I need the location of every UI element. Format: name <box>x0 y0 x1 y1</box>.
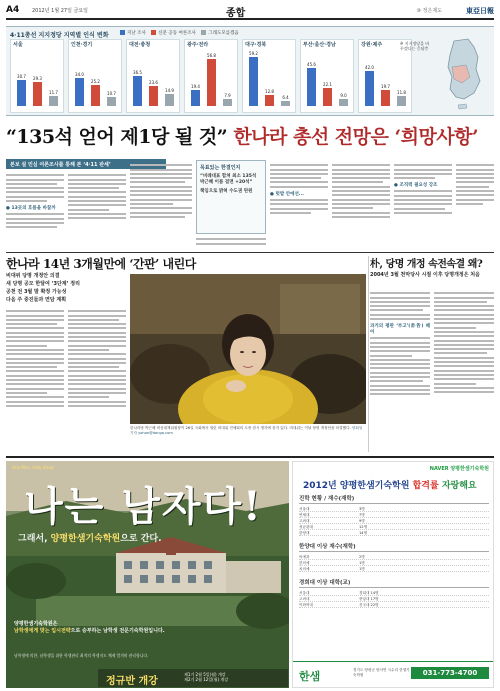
korea-map-icon <box>434 37 490 113</box>
bar-value: 9.0 <box>340 92 347 98</box>
result-count: 1명 <box>359 561 365 565</box>
results-block <box>299 578 489 608</box>
legend-label: 지난 조사 <box>127 31 146 36</box>
deck-line: 공천 전 3월 말 확정 가능성 <box>6 289 67 295</box>
body-column-6 <box>332 162 390 250</box>
legend-swatch <box>151 30 156 35</box>
tagline-school: 양평한샘기숙학원 <box>50 534 121 544</box>
column-divider <box>368 256 369 452</box>
hansaem-logo: 한샘 <box>299 670 321 683</box>
bar <box>381 90 390 106</box>
body-subhead: ● 조직력 필요성 강조 <box>394 183 438 189</box>
section-title: 종합 <box>226 8 246 19</box>
ad-phone[interactable]: 031-773-4700 <box>411 667 489 679</box>
result-count: 경희대 14명 <box>359 591 379 595</box>
bar <box>133 76 142 106</box>
result-school: 한의예 <box>299 561 310 565</box>
results-block <box>299 542 489 572</box>
result-school: 연세대 <box>299 513 310 517</box>
result-count: 2명 <box>359 555 365 559</box>
main-headline <box>6 122 494 152</box>
masthead <box>6 4 494 20</box>
bar <box>249 57 258 106</box>
results-head: 한양대 이상 재수(재학) <box>299 542 489 552</box>
body-column-4 <box>196 236 266 252</box>
ad-left-panel <box>6 461 289 688</box>
story2-column-1 <box>6 308 64 452</box>
section-subhead: 본보 설 민심 여론조사를 통해 본 ‘4·11 판세’ <box>6 159 166 169</box>
ad-right-title <box>303 478 477 491</box>
masthead-extra: ⑩ 정은제도 <box>416 8 442 14</box>
ad-small-print: 남학생에 의한, 남학생을 위한 학생관리 최적의 학생지도 체제 엄격히 관리합니다. <box>14 653 149 658</box>
ad-footer <box>293 661 493 687</box>
result-count: 12명 <box>359 525 368 529</box>
bar-value: 42.0 <box>365 65 374 70</box>
bar-value: 19.7 <box>381 83 390 89</box>
bar-value: 19.4 <box>191 83 200 89</box>
bar-value: 29.3 <box>33 75 42 81</box>
bar <box>149 86 158 106</box>
body-column-2 <box>68 172 126 250</box>
tagline-prefix: 그래서, <box>18 534 48 544</box>
result-school: 성균관대 <box>299 525 313 529</box>
bar-value: 59.2 <box>249 50 258 56</box>
bar-value: 10.7 <box>107 91 116 97</box>
region-panel <box>242 39 296 113</box>
story3-deck: 2004년 3월 천막당사 시절 이후 당명개정은 처음 <box>370 272 480 278</box>
result-count: 건국대 22명 <box>359 603 379 607</box>
news-photo <box>130 274 366 424</box>
photo-caption <box>130 426 366 436</box>
legend-label: 그래도모를겠음 <box>208 31 239 36</box>
bar <box>33 82 42 106</box>
bar-value: 56.8 <box>207 52 216 58</box>
bar-value: 34.0 <box>75 71 84 77</box>
bar <box>281 101 290 106</box>
badge-dates <box>184 672 228 682</box>
ad-line-highlight: 남학생에게 맞는 입시전략 <box>14 628 71 634</box>
results-head: 경희대 이상 대학(교) <box>299 578 489 588</box>
bar <box>49 96 58 106</box>
result-school: 서울대 <box>299 591 310 595</box>
infographic <box>6 26 494 116</box>
ad-line: 양평한샘기숙학원은 <box>14 621 58 627</box>
bar-value: 7.9 <box>224 93 231 99</box>
bar <box>191 90 200 106</box>
bar <box>165 94 174 106</box>
bar-value: 36.5 <box>133 69 142 75</box>
region-name: 광주·전라 <box>187 42 209 48</box>
map-note: ※ 지지정당을 바꾸겠다는 응답층 <box>400 41 430 51</box>
bar <box>339 99 348 107</box>
result-row <box>299 566 489 572</box>
badge-line: 제2기 2월 12일(월) 개강 <box>184 677 229 682</box>
ad-subcopy <box>14 621 165 635</box>
results-rows <box>299 590 489 608</box>
infographic-legend <box>116 30 239 36</box>
paper-logo: 東亞日報 <box>466 7 494 15</box>
body-subhead: ● 13곳의 흐름을 바꿀까 <box>6 206 56 212</box>
quote-box-item: 책임으로 밝혀 수도권 탄원 <box>200 189 253 194</box>
badge-title: 정규반 개강 <box>106 676 158 687</box>
body-column-1 <box>6 172 64 250</box>
result-count: 7명 <box>359 513 365 517</box>
story3-column-2 <box>434 290 494 450</box>
region-name: 강원·제주 <box>361 42 383 48</box>
bar <box>365 71 374 106</box>
body-column-5 <box>270 162 328 250</box>
bar-value: 25.2 <box>91 79 100 84</box>
region-name: 부산·울산·경남 <box>303 42 336 48</box>
legend-swatch <box>120 30 125 35</box>
bar-value: 22.1 <box>323 81 332 87</box>
result-school: 의예과 <box>299 555 310 559</box>
bar <box>207 59 216 106</box>
naver-search-banner[interactable]: NAVER 양평한샘기숙학원 <box>429 466 489 472</box>
result-row <box>299 602 489 608</box>
caption-text: 한나라당 박근혜 비상대책위원장이 26일 국회에서 열린 비대위 전체회의 도중 잠시 생각에 잠겨 있다. 비대위는 이날 당명 개정안을 의결했다. <box>130 426 351 430</box>
region-panel <box>68 39 122 113</box>
results-rows <box>299 506 489 536</box>
bar-value: 11.8 <box>397 90 406 96</box>
ad-mini-text: One Man, Only Study <box>12 465 55 470</box>
results-rows <box>299 554 489 572</box>
region-name: 대전·충청 <box>129 42 151 48</box>
region-name: 인천·경기 <box>71 42 93 48</box>
bar <box>17 80 26 106</box>
bar <box>397 96 406 106</box>
bar <box>107 97 116 106</box>
results-head: 진학 현황 / 재수(재학) <box>299 494 489 504</box>
advertisement <box>6 456 494 686</box>
title-school: 양평한샘기숙학원 <box>339 481 410 491</box>
title-year: 2012년 <box>303 481 337 491</box>
result-count: 중앙대 17명 <box>359 597 379 601</box>
results-block <box>299 494 489 536</box>
body-subhead: ● 텃밭 안에선... <box>270 191 304 197</box>
bar-value: 45.6 <box>307 62 316 67</box>
issue-date: 2012년 1월 27일 금요일 <box>32 8 89 14</box>
bar-value: 6.4 <box>282 94 289 100</box>
badge-line: 제1기 2월 5일(월) 개강 <box>184 672 226 677</box>
legend-label: 신문 공동 여론조사 <box>158 31 196 36</box>
quote-box <box>196 160 266 234</box>
result-school: 고려대 <box>299 519 310 523</box>
tagline-suffix: 으로 간다. <box>120 534 162 544</box>
result-school: 고려대 <box>299 597 310 601</box>
region-panel <box>126 39 180 113</box>
result-school: 한양대 <box>299 531 310 535</box>
bar <box>223 99 232 106</box>
result-count: 3명 <box>359 507 365 511</box>
quote-box-title: 목표있는 한결인지 <box>200 165 241 171</box>
bar-value: 30.7 <box>17 74 26 80</box>
result-count: 14명 <box>359 531 368 535</box>
story3-column-1 <box>370 290 430 450</box>
ad-line: 으로 승부하는 남학생 전문기숙학원입니다. <box>70 628 165 634</box>
headline-main: 한나라 총선 전망은 ‘희망사항’ <box>233 126 479 148</box>
bar-value: 14.9 <box>165 87 174 93</box>
quote-box-item: “비례대표 합쳐 최소 135석 박근혜 이름 걸면 +20석” <box>200 174 257 185</box>
region-name: 대구·경북 <box>245 42 267 48</box>
story2-column-2 <box>68 308 126 452</box>
ad-slogan: 나는 남자다! <box>24 483 263 530</box>
headline-quote: “135석 얻어 제1당 될 것” <box>6 126 228 148</box>
ad-right-panel <box>292 461 494 688</box>
story2-deck <box>6 272 126 304</box>
page-number: A4 <box>6 5 20 15</box>
body-column-7 <box>394 162 452 250</box>
deck-line: 새 당명 공모 한달여 ‘3단계’ 정리 <box>6 281 80 287</box>
result-row <box>299 530 489 536</box>
result-school: 이화여대 <box>299 603 313 607</box>
bar <box>323 88 332 106</box>
bar <box>265 95 274 106</box>
photo-credit: 양회성 기자 yohan@donga.com <box>130 426 363 435</box>
region-panel <box>10 39 64 113</box>
ad-badge <box>98 669 288 687</box>
ad-address: 경기도 양평군 양서면 국수리 한샘기숙학원 <box>353 668 410 677</box>
legend-swatch <box>201 30 206 35</box>
result-school: 치의예 <box>299 567 310 571</box>
region-panel <box>300 39 354 113</box>
story3-subhead: 과거의 평판 ‘부고’(訃告) 떼어 <box>370 324 430 336</box>
ad-tagline <box>18 531 162 544</box>
story3-headline: 朴, 당명 개정 속전속결 왜? <box>370 259 483 270</box>
result-school: 서울대 <box>299 507 310 511</box>
section-divider <box>6 252 494 253</box>
bar <box>75 78 84 106</box>
deck-line: 비대위 당명 개정안 의결 <box>6 273 60 279</box>
bar-value: 23.6 <box>149 80 158 86</box>
photo-illustration <box>130 274 366 424</box>
region-name: 서울 <box>13 42 23 48</box>
body-column-8 <box>456 162 494 250</box>
result-count: 1명 <box>359 567 365 571</box>
title-suffix: 자랑해요 <box>441 481 477 491</box>
body-column-3 <box>130 162 192 250</box>
bar <box>91 85 100 106</box>
bar-value: 12.8 <box>265 89 274 95</box>
result-count: 9명 <box>359 519 365 523</box>
region-panel <box>184 39 238 113</box>
infographic-title: 4·11총선 지지정당 지역별 인식 변화 <box>10 32 109 39</box>
bar-value: 11.7 <box>49 90 58 96</box>
bar <box>307 68 316 106</box>
title-highlight: 합격률 <box>412 481 439 491</box>
deck-line: 다음 주 중진들과 면담 계획 <box>6 297 67 303</box>
story2-headline: 한나라 14년 3개월만에 ‘간판’ 내린다 <box>6 257 196 271</box>
